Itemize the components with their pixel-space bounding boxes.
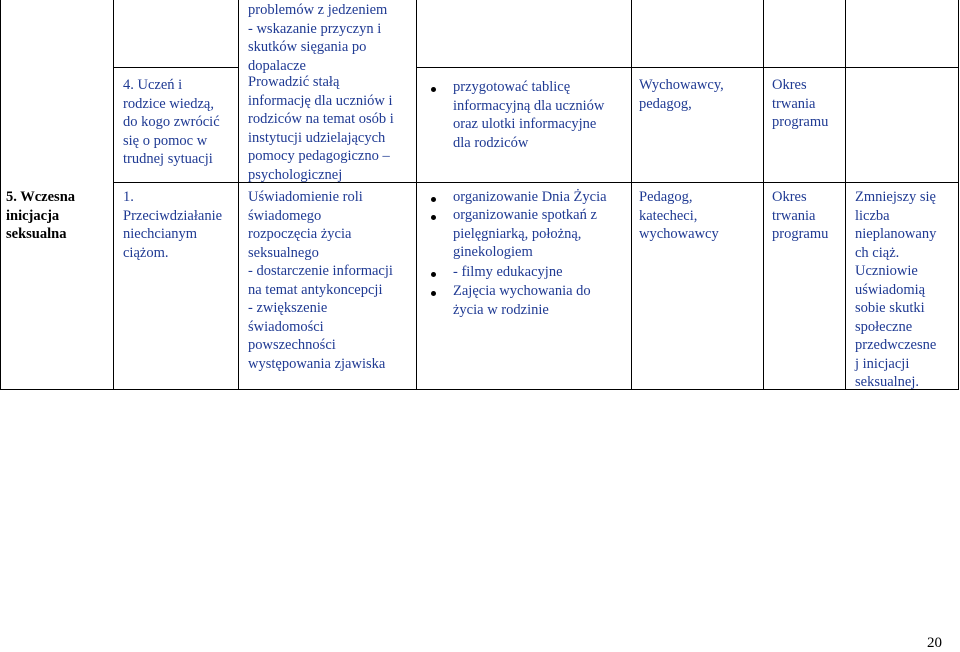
task-line: problemów z jedzeniem xyxy=(248,2,388,18)
task-line: psychologicznej xyxy=(248,166,343,183)
method-line: oraz ulotki informacyjne xyxy=(453,116,597,132)
result-line: przedwczesne xyxy=(855,337,937,353)
result-line: sobie skutki xyxy=(855,300,925,316)
timeframe-line: trwania xyxy=(772,207,816,224)
method-item xyxy=(453,78,604,152)
task-line: świadomego xyxy=(248,207,322,224)
result-line: liczba xyxy=(855,207,890,224)
grid-line xyxy=(416,0,417,389)
goal-line: trudnej sytuacji xyxy=(123,151,213,167)
grid-line xyxy=(113,67,239,68)
grid-line xyxy=(416,182,959,183)
bullet-icon xyxy=(431,272,436,277)
result-line: społeczne xyxy=(855,318,913,335)
task-line: świadomości xyxy=(248,318,324,335)
task-inform xyxy=(248,73,394,184)
method-line: ginekologiem xyxy=(453,244,533,260)
task-line: - zwiększenie xyxy=(248,300,328,316)
timeframe-line: Okres xyxy=(772,77,807,93)
task-line: Uświadomienie roli xyxy=(248,189,363,205)
grid-line xyxy=(416,67,959,68)
task-line: rodziców na temat osób i xyxy=(248,111,394,127)
responsible-line: wychowawcy xyxy=(639,226,719,242)
timeframe-line: programu xyxy=(772,114,829,130)
task-top xyxy=(248,1,387,75)
task-line: - dostarczenie informacji xyxy=(248,263,393,279)
timeframe-row1 xyxy=(772,76,828,132)
result-line: ch ciąż. xyxy=(855,244,900,261)
goal-line: Przeciwdziałanie xyxy=(123,207,223,224)
timeframe-line: Okres xyxy=(772,189,807,205)
responsible-line: katecheci, xyxy=(639,207,698,224)
results-row2 xyxy=(855,188,936,392)
method-item xyxy=(453,188,607,207)
task-line: Prowadzić stałą xyxy=(248,74,340,90)
task-line: występowania zjawiska xyxy=(248,355,386,372)
responsible-row1 xyxy=(639,76,724,113)
task-line: na temat antykoncepcji xyxy=(248,281,383,298)
section-title-line: seksualna xyxy=(6,226,67,242)
bullet-icon xyxy=(431,197,436,202)
result-line: nieplanowany xyxy=(855,226,937,242)
page-number: 20 xyxy=(927,634,942,651)
goal-line: do kogo zwrócić xyxy=(123,114,220,130)
goal-line: niechcianym xyxy=(123,226,198,242)
result-line: j inicjacji xyxy=(855,355,910,372)
method-item xyxy=(453,263,563,282)
method-line: przygotować tablicę xyxy=(453,79,571,95)
grid-line xyxy=(0,0,1,389)
task-line: seksualnego xyxy=(248,244,319,261)
method-line: pielęgniarką, położną, xyxy=(453,225,582,242)
method-line: organizowanie spotkań z xyxy=(453,207,597,223)
responsible-line: Wychowawcy, xyxy=(639,77,724,93)
method-item xyxy=(453,206,597,262)
task-line: - wskazanie przyczyn i xyxy=(248,20,382,37)
result-line: seksualnej. xyxy=(855,374,920,390)
section-title xyxy=(6,188,75,244)
section-title-line: 5. Wczesna xyxy=(6,189,76,205)
goal-line: się o pomoc w xyxy=(123,132,208,149)
task-line: informację dla uczniów i xyxy=(248,92,393,109)
method-line: informacyjną dla uczniów xyxy=(453,97,605,114)
bullet-icon xyxy=(431,215,436,220)
grid-line xyxy=(0,389,959,390)
goal-line: 4. Uczeń i xyxy=(123,77,183,93)
task-line: powszechności xyxy=(248,337,336,353)
task-line: rozpoczęcia życia xyxy=(248,226,352,242)
grid-line xyxy=(113,182,239,183)
grid-line xyxy=(238,0,239,389)
task-line: dopalacze xyxy=(248,57,306,74)
result-line: Uczniowie xyxy=(855,263,918,279)
grid-line xyxy=(113,0,114,389)
result-line: uświadomią xyxy=(855,281,926,298)
task-line: pomocy pedagogiczno – xyxy=(248,148,390,164)
grid-line xyxy=(631,0,632,389)
goal-line: rodzice wiedzą, xyxy=(123,95,214,112)
task-line: skutków sięgania po xyxy=(248,39,367,55)
method-line: dla rodziców xyxy=(453,134,529,151)
method-line: życia w rodzinie xyxy=(453,301,549,318)
goal-line: ciążom. xyxy=(123,244,169,261)
grid-line xyxy=(845,0,846,389)
grid-line xyxy=(958,0,959,389)
section-title-line: inicjacja xyxy=(6,207,60,224)
task-awareness xyxy=(248,188,393,373)
timeframe-row2 xyxy=(772,188,828,244)
bullet-icon xyxy=(431,291,436,296)
result-line: Zmniejszy się xyxy=(855,189,936,205)
timeframe-line: programu xyxy=(772,226,829,242)
task-line: instytucji udzielających xyxy=(248,129,386,146)
method-line: - filmy edukacyjne xyxy=(453,264,563,280)
responsible-line: pedagog, xyxy=(639,95,692,112)
goal-line: 1. xyxy=(123,189,134,205)
timeframe-line: trwania xyxy=(772,95,816,112)
grid-line xyxy=(763,0,764,389)
method-item xyxy=(453,282,591,319)
method-line: organizowanie Dnia Życia xyxy=(453,189,607,205)
method-line: Zajęcia wychowania do xyxy=(453,283,591,299)
bullet-icon xyxy=(431,87,436,92)
responsible-line: Pedagog, xyxy=(639,189,693,205)
goal-1 xyxy=(123,188,222,262)
goal-4 xyxy=(123,76,220,169)
responsible-row2 xyxy=(639,188,719,244)
